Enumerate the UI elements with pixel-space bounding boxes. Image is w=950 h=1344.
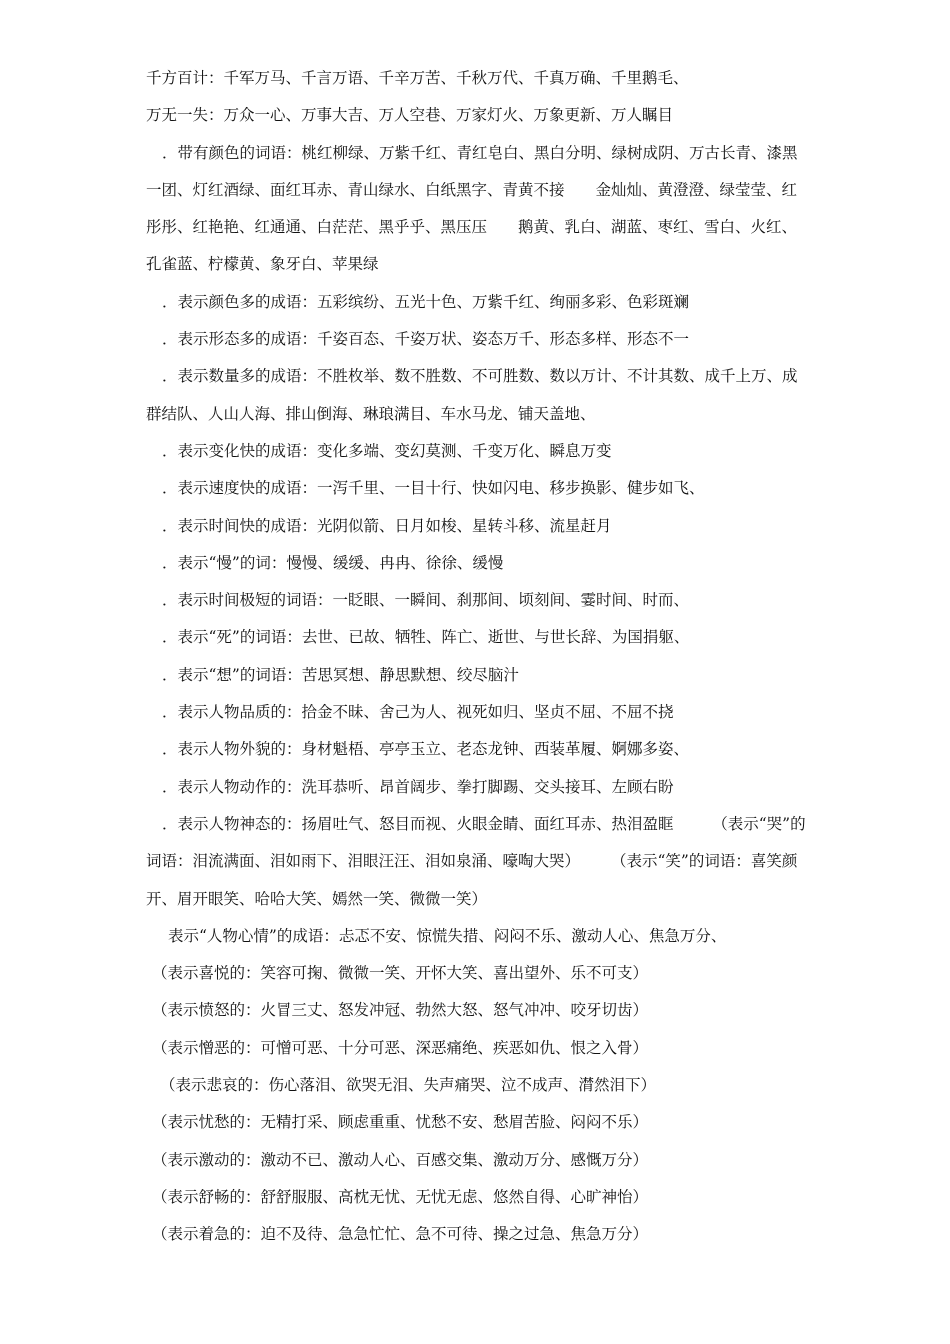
paragraph-comfort: （表示舒畅的：舒舒服服、高枕无忧、无忧无虑、悠然自得、心旷神怡） (152, 1187, 649, 1206)
paragraph-anxiety: （表示着急的：迫不及待、急急忙忙、急不可待、操之过急、焦急万分） (152, 1225, 649, 1244)
paragraph-many-colors: ．表示颜色多的成语：五彩缤纷、五光十色、万紫千红、绚丽多彩、色彩斑斓 (162, 292, 690, 311)
paragraph-sorrow: （表示悲哀的：伤心落泪、欲哭无泪、失声痛哭、泣不成声、潸然泪下） (160, 1076, 657, 1095)
paragraph-hatred: （表示憎恶的：可憎可恶、十分可恶、深恶痛绝、疾恶如仇、恨之入骨） (152, 1038, 649, 1057)
paragraph-anger: （表示愤怒的：火冒三丈、怒发冲冠、勃然大怒、怒气冲冲、咬牙切齿） (152, 1001, 649, 1020)
paragraph-fast-speed: ．表示速度快的成语：一泻千里、一目十行、快如闪电、移步换影、健步如飞、 (162, 479, 705, 498)
paragraph-qianfang: 千方百计：千军万马、千言万语、千辛万苦、千秋万代、千真万确、千里鹅毛、 (146, 69, 689, 87)
paragraph-death: ．表示“死”的词语：去世、已故、牺牲、阵亡、逝世、与世长辞、为国捐躯、 (162, 628, 690, 647)
paragraph-character-quality: ．表示人物品质的：拾金不昧、舍己为人、视死如归、坚贞不屈、不屈不挠 (162, 703, 674, 722)
paragraph-expression: ．表示人物神态的：扬眉吐气、怒目而视、火眼金睛、面红耳赤、热泪盈眶 （表示“哭”的词语：泪流满面、泪如雨下、泪眼汪汪、泪如泉涌、嚎啕大哭） （表示“笑”的词语：喜笑颜开、眉开眼笑、哈哈大笑、嫣然一笑、微微一笑） (146, 814, 806, 908)
paragraph-many-quantity: ．表示数量多的成语：不胜枚举、数不胜数、不可胜数、数以万计、不计其数、成千上万、成群结队、人山人海、排山倒海、琳琅满目、车水马龙、铺天盖地、 (146, 367, 798, 423)
paragraph-many-forms: ．表示形态多的成语：千姿百态、千姿万状、姿态万千、形态多样、形态不一 (162, 330, 690, 349)
paragraph-action: ．表示人物动作的：洗耳恭听、昂首阔步、拳打脚踢、交头接耳、左顾右盼 (162, 777, 674, 796)
paragraph-slow: ．表示“慢”的词：慢慢、缓缓、冉冉、徐徐、缓慢 (162, 553, 504, 572)
paragraph-appearance: ．表示人物外貌的：身材魁梧、亭亭玉立、老态龙钟、西装革履、婀娜多姿、 (162, 740, 690, 759)
paragraph-fast-change: ．表示变化快的成语：变化多端、变幻莫测、千变万化、瞬息万变 (162, 441, 612, 460)
paragraph-fast-time: ．表示时间快的成语：光阴似箭、日月如梭、星转斗移、流星赶月 (162, 516, 612, 535)
paragraph-wanwu: 万无一失：万众一心、万事大吉、万人空巷、万家灯火、万象更新、万人瞩目 (146, 106, 674, 125)
paragraph-worry: （表示忧愁的：无精打采、顾虑重重、忧愁不安、愁眉苦脸、闷闷不乐） (152, 1113, 649, 1132)
paragraph-mood: 表示“人物心情”的成语：忐忑不安、惊慌失措、闷闷不乐、激动人心、焦急万分、 (168, 926, 727, 945)
paragraph-excitement: （表示激动的：激动不已、激动人心、百感交集、激动万分、感慨万分） (152, 1150, 649, 1169)
paragraph-think: ．表示“想”的词语：苦思冥想、静思默想、绞尽脑汁 (162, 665, 519, 684)
document-body (146, 60, 811, 1254)
paragraph-short-time: ．表示时间极短的词语：一眨眼、一瞬间、刹那间、顷刻间、霎时间、时而、 (162, 591, 690, 610)
paragraph-colors: ．带有颜色的词语：桃红柳绿、万紫千红、青红皂白、黑白分明、绿树成阴、万古长青、漆黑一团、灯红酒绿、面红耳赤、青山绿水、白纸黑字、青黄不接 金灿灿、黄澄澄、绿莹莹、红彤彤、红艳艳、红通通、白茫茫、黑乎乎、黑压压 鹅黄、乳白、湖蓝、枣红、雪白、火红、孔雀蓝、柠檬黄、象牙白、苹果绿 (146, 143, 798, 274)
paragraph-joy: （表示喜悦的：笑容可掬、微微一笑、开怀大笑、喜出望外、乐不可支） (152, 964, 649, 983)
